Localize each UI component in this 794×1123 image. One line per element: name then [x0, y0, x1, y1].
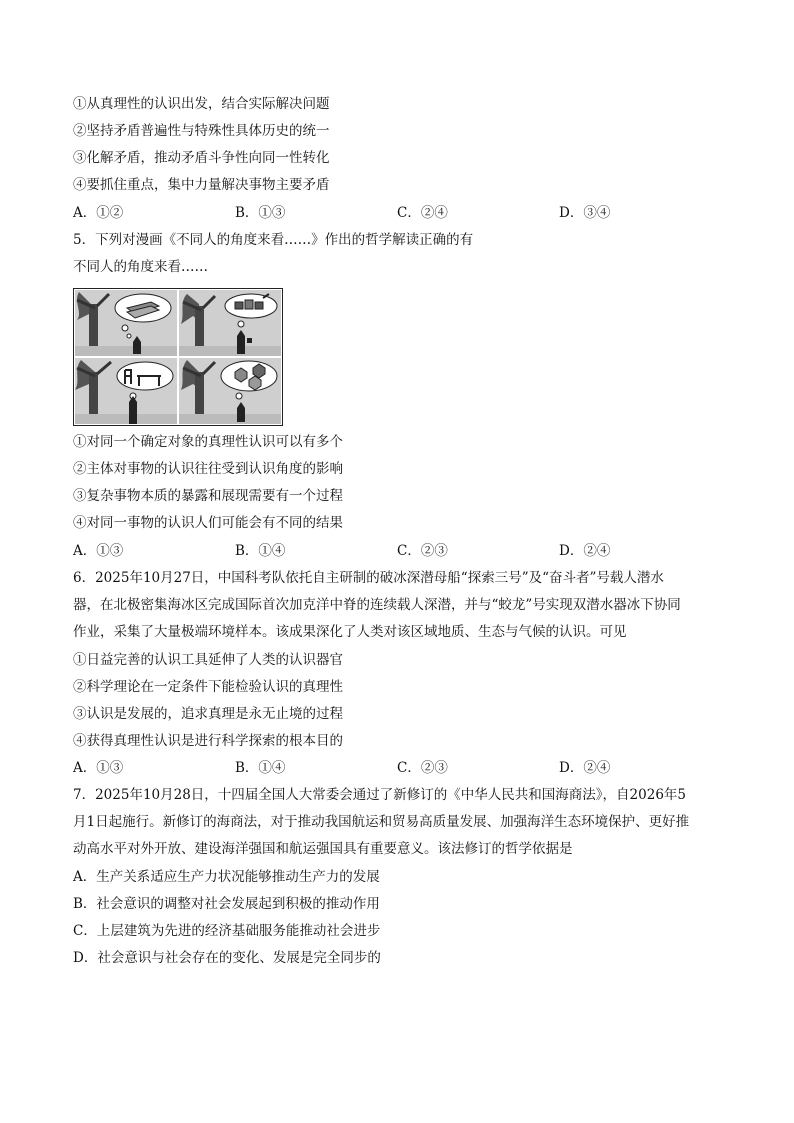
q7-option-a: A．生产关系适应生产力状况能够推动生产力的发展 [73, 869, 380, 885]
q4-option-a: A．①② [73, 205, 124, 221]
comic-panel-blocks [179, 290, 281, 356]
q6-option-b: B．①④ [235, 760, 286, 776]
q4-option-d: D．③④ [559, 205, 611, 221]
q5-option-b: B．①④ [235, 543, 286, 559]
q4-option-c: C．②④ [397, 205, 448, 221]
q6-stem-line-3: 作业，采集了大量极端环境样本。该成果深化了人类对该区域地质、生态与气候的认识。可见 [73, 624, 627, 640]
q6-statement-3: ③认识是发展的，追求真理是永无止境的过程 [73, 706, 343, 722]
q7-stem-line-1: 7．2025年10月28日，十四届全国人大常委会通过了新修订的《中华人民共和国海商法》，自2026年5 [73, 787, 686, 803]
q5-statement-3: ③复杂事物本质的暴露和展现需要有一个过程 [73, 488, 343, 504]
q4-options [73, 204, 733, 222]
q6-stem-line-2: 器，在北极密集海冰区完成国际首次加克洋中脊的连续载人深潜，并与“蛟龙”号实现双潜水器冰下协同 [73, 597, 681, 613]
q4-option-b: B．①③ [235, 205, 286, 221]
q5-option-a: A．①③ [73, 543, 124, 559]
q5-option-c: C．②③ [397, 543, 448, 559]
comic-panel-furniture [75, 358, 177, 424]
q4-statement-2: ②坚持矛盾普遍性与特殊性具体历史的统一 [73, 123, 330, 139]
q5-statement-1: ①对同一个确定对象的真理性认识可以有多个 [73, 434, 343, 450]
q6-statement-4: ④获得真理性认识是进行科学探索的根本目的 [73, 733, 343, 749]
q5-statement-2: ②主体对事物的认识往往受到认识角度的影响 [73, 461, 343, 477]
q6-statement-2: ②科学理论在一定条件下能检验认识的真理性 [73, 679, 343, 695]
q5-option-d: D．②④ [559, 543, 611, 559]
q6-statement-1: ①日益完善的认识工具延伸了人类的认识器官 [73, 652, 343, 668]
comic-panel-shapes [179, 358, 281, 424]
q6-options [73, 759, 733, 777]
q7-stem-line-2: 月1日起施行。新修订的海商法，对于推动我国航运和贸易高质量发展、加强海洋生态环境保护、更好推 [73, 814, 690, 830]
q7-option-b: B．社会意识的调整对社会发展起到积极的推动作用 [73, 896, 380, 912]
q6-stem-line-1: 6．2025年10月27日，中国科考队依托自主研制的破冰深潜母船“探索三号”及“奋斗者”号载人潜水 [73, 570, 664, 586]
q6-option-d: D．②④ [559, 760, 611, 776]
q6-option-a: A．①③ [73, 760, 124, 776]
q7-option-c: C．上层建筑为先进的经济基础服务能推动社会进步 [73, 923, 381, 939]
q7-stem-line-3: 动高水平对外开放、建设海洋强国和航运强国具有重要意义。该法修订的哲学依据是 [73, 841, 573, 857]
q5-statement-4: ④对同一事物的认识人们可能会有不同的结果 [73, 515, 343, 531]
comic-panel-planks [75, 290, 177, 356]
q5-stem: 5．下列对漫画《不同人的角度来看……》作出的哲学解读正确的有 [73, 232, 474, 248]
q4-statement-4: ④要抓住重点，集中力量解决事物主要矛盾 [73, 177, 330, 193]
q4-statement-3: ③化解矛盾，推动矛盾斗争性向同一性转化 [73, 150, 330, 166]
q5-comic-title: 不同人的角度来看…… [73, 259, 208, 275]
q5-options [73, 542, 733, 560]
q4-statement-1: ①从真理性的认识出发，结合实际解决问题 [73, 96, 330, 112]
comic-image [73, 288, 283, 426]
q6-option-c: C．②③ [397, 760, 448, 776]
q7-option-d: D．社会意识与社会存在的变化、发展是完全同步的 [73, 950, 381, 966]
